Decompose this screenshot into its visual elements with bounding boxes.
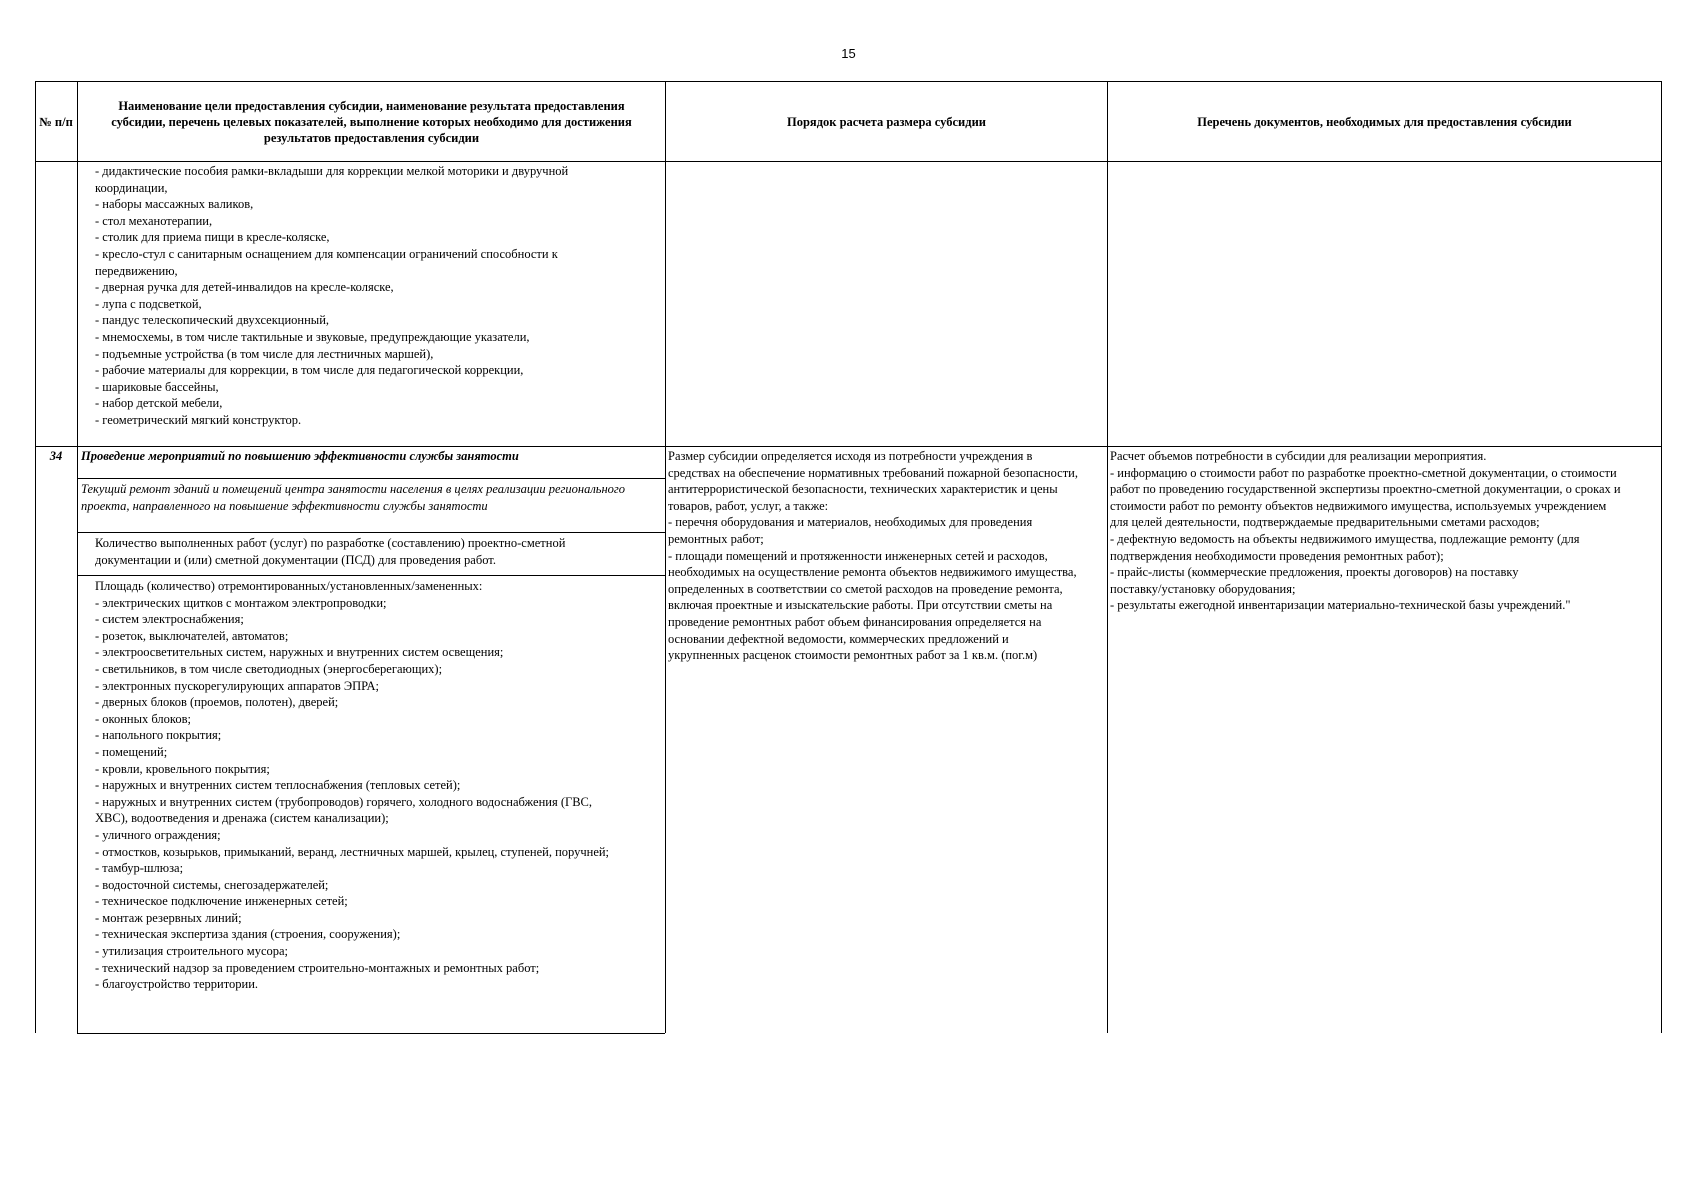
calc-line: - перечня оборудования и материалов, необходимых для проведения xyxy=(668,515,1033,530)
header-calc: Порядок расчета размера субсидии xyxy=(787,114,986,129)
list-item: - систем электроснабжения; xyxy=(95,612,244,627)
list-item: - столик для приема пищи в кресле-коляске, xyxy=(95,230,330,245)
calc-description xyxy=(668,448,1078,664)
list-item: - светильников, в том числе светодиодных (энергосберегающих); xyxy=(95,661,443,676)
column-divider xyxy=(665,81,666,1033)
docs-line: подтверждения необходимости проведения ремонтных работ); xyxy=(1110,548,1444,563)
calc-line: товаров, работ, услуг, а также: xyxy=(668,498,829,513)
goal-subcell-line xyxy=(77,478,665,479)
list-item: - уличного ограждения; xyxy=(95,827,221,842)
list-item: - дидактические пособия рамки-вкладыши для коррекции мелкой моторики и двуручной xyxy=(95,164,569,178)
list-item: Площадь (количество) отремонтированных/установленных/замененных: xyxy=(95,579,483,593)
column-divider xyxy=(77,81,78,1033)
goal-title-text: Проведение мероприятий по повышению эффективности службы занятости xyxy=(81,449,519,463)
indicator-repair-list xyxy=(95,578,609,993)
list-item: - наборы массажных валиков, xyxy=(95,197,254,212)
calc-line: - площади помещений и протяженности инженерных сетей и расходов, xyxy=(668,548,1048,563)
list-item: - дверных блоков (проемов, полотен), дверей; xyxy=(95,695,339,710)
goal-title xyxy=(81,448,519,465)
list-item: - подъемные устройства (в том числе для лестничных маршей), xyxy=(95,346,434,361)
list-item: - отмостков, козырьков, примыканий, веранд, лестничных маршей, крылец, ступеней, поручней; xyxy=(95,844,610,859)
calc-line: включая проектные и изыскательские работы. При отсутствии сметы на xyxy=(668,598,1053,613)
row-number: 34 xyxy=(49,449,63,463)
list-item: - шариковые бассейны, xyxy=(95,379,219,394)
calc-line: необходимых на осуществление ремонта объектов недвижимого имущества, xyxy=(668,565,1077,580)
docs-line: стоимости работ по ремонту объектов недвижимого имущества, используемых учреждением xyxy=(1110,498,1607,513)
indicator-line: Количество выполненных работ (услуг) по разработке (составлению) проектно-сметной xyxy=(95,536,566,550)
calc-line: проведение ремонтных работ объем финансирования определяется на xyxy=(668,614,1042,629)
list-item: - лупа с подсветкой, xyxy=(95,296,202,311)
result-text xyxy=(81,481,625,514)
list-item: - помещений; xyxy=(95,744,168,759)
goal-subcell-line xyxy=(77,575,665,576)
list-item: - утилизация строительного мусора; xyxy=(95,944,289,959)
result-line: Текущий ремонт зданий и помещений центра занятости населения в целях реализации регионального xyxy=(81,482,626,496)
indicator-psd xyxy=(95,535,565,568)
list-item: - электроосветительных систем, наружных и внутренних систем освещения; xyxy=(95,645,504,660)
goal-subcell-line xyxy=(77,532,665,533)
list-item: - напольного покрытия; xyxy=(95,728,222,743)
indicator-line: документации и (или) сметной документации (ПСД) для проведения работ. xyxy=(95,552,496,567)
header-goal-line: Наименование цели предоставления субсидии, наименование результата предоставления xyxy=(118,98,625,113)
continuation-list xyxy=(95,163,568,429)
page-number: 15 xyxy=(841,46,856,61)
header-goal-line: результатов предоставления субсидии xyxy=(263,130,480,145)
calc-line: ремонтных работ; xyxy=(668,531,764,546)
goal-subcell-bottom xyxy=(77,1033,665,1034)
header-goal xyxy=(78,82,665,161)
list-item: - геометрический мягкий конструктор. xyxy=(95,412,302,427)
calc-line: средствах на обеспечение нормативных требований пожарной безопасности, xyxy=(668,465,1078,480)
docs-line: Расчет объемов потребности в субсидии для реализации мероприятия. xyxy=(1110,449,1487,463)
list-item: - оконных блоков; xyxy=(95,711,191,726)
list-item: - кресло-стул с санитарным оснащением для компенсации ограничений способности к xyxy=(95,246,558,261)
docs-line: работ по проведению государственной экспертизы проектно-сметной документации, о сроках и xyxy=(1110,482,1621,497)
calc-line: укрупненных расценок стоимости ремонтных работ за 1 кв.м. (пог.м) xyxy=(668,648,1038,663)
list-item: - благоустройство территории. xyxy=(95,977,259,992)
docs-line: - дефектную ведомость на объекты недвижимого имущества, подлежащие ремонту (для xyxy=(1110,531,1580,546)
list-item: - мнемосхемы, в том числе тактильные и звуковые, предупреждающие указатели, xyxy=(95,329,530,344)
list-item: - пандус телескопический двухсекционный, xyxy=(95,313,330,328)
docs-line: - информацию о стоимости работ по разработке проектно-сметной документации, о стоимости xyxy=(1110,465,1617,480)
list-item: - электрических щитков с монтажом электропроводки; xyxy=(95,595,387,610)
list-item: координации, xyxy=(95,180,168,195)
calc-line: основании дефектной ведомости, коммерческих предложений и xyxy=(668,631,1009,646)
list-item: - технический надзор за проведением строительно-монтажных и ремонтных работ; xyxy=(95,960,540,975)
docs-line: - прайс-листы (коммерческие предложения, проекты договоров) на поставку xyxy=(1110,565,1519,580)
list-item: - наружных и внутренних систем теплоснабжения (тепловых сетей); xyxy=(95,778,461,793)
list-item: - кровли, кровельного покрытия; xyxy=(95,761,270,776)
list-item: - тамбур-шлюза; xyxy=(95,861,184,876)
column-divider xyxy=(1107,81,1108,1033)
calc-line: антитеррористической безопасности, технических характеристик и цены xyxy=(668,482,1058,497)
list-item: - техническая экспертиза здания (строения, сооружения); xyxy=(95,927,401,942)
calc-line: определенных в соответствии со сметой расходов на проведение ремонта, xyxy=(668,581,1063,596)
calc-line: Размер субсидии определяется исходя из потребности учреждения в xyxy=(668,449,1033,463)
list-item: ХВС), водоотведения и дренажа (систем канализации); xyxy=(95,811,389,826)
list-item: передвижению, xyxy=(95,263,178,278)
list-item: - розеток, выключателей, автоматов; xyxy=(95,628,289,643)
docs-description xyxy=(1110,448,1621,614)
list-item: - рабочие материалы для коррекции, в том числе для педагогической коррекции, xyxy=(95,363,524,378)
list-item: - набор детской мебели, xyxy=(95,396,223,411)
header-goal-line: субсидии, перечень целевых показателей, выполнение которых необходимо для достижения xyxy=(111,114,632,129)
list-item: - водосточной системы, снегозадержателей; xyxy=(95,877,329,892)
docs-line: для целей деятельности, подтверждаемые предварительными сметами расходов; xyxy=(1110,515,1540,530)
list-item: - наружных и внутренних систем (трубопроводов) горячего, холодного водоснабжения (ГВС, xyxy=(95,794,593,809)
docs-line: поставку/установку оборудования; xyxy=(1110,581,1296,596)
list-item: - техническое подключение инженерных сетей; xyxy=(95,894,348,909)
header-number: № п/п xyxy=(39,114,73,129)
table-right-border xyxy=(1661,81,1662,1033)
header-docs: Перечень документов, необходимых для предоставления субсидии xyxy=(1197,114,1572,129)
row-separator xyxy=(35,446,1662,447)
list-item: - монтаж резервных линий; xyxy=(95,910,242,925)
result-line: проекта, направленного на повышение эффективности службы занятости xyxy=(81,498,488,513)
list-item: - дверная ручка для детей-инвалидов на кресле-коляске, xyxy=(95,280,394,295)
list-item: - стол механотерапии, xyxy=(95,213,213,228)
table-left-border xyxy=(35,81,36,1033)
list-item: - электронных пускорегулирующих аппаратов ЭПРА; xyxy=(95,678,379,693)
header-bottom-border xyxy=(35,161,1662,162)
docs-line: - результаты ежегодной инвентаризации материально-технической базы учреждений." xyxy=(1110,598,1571,613)
